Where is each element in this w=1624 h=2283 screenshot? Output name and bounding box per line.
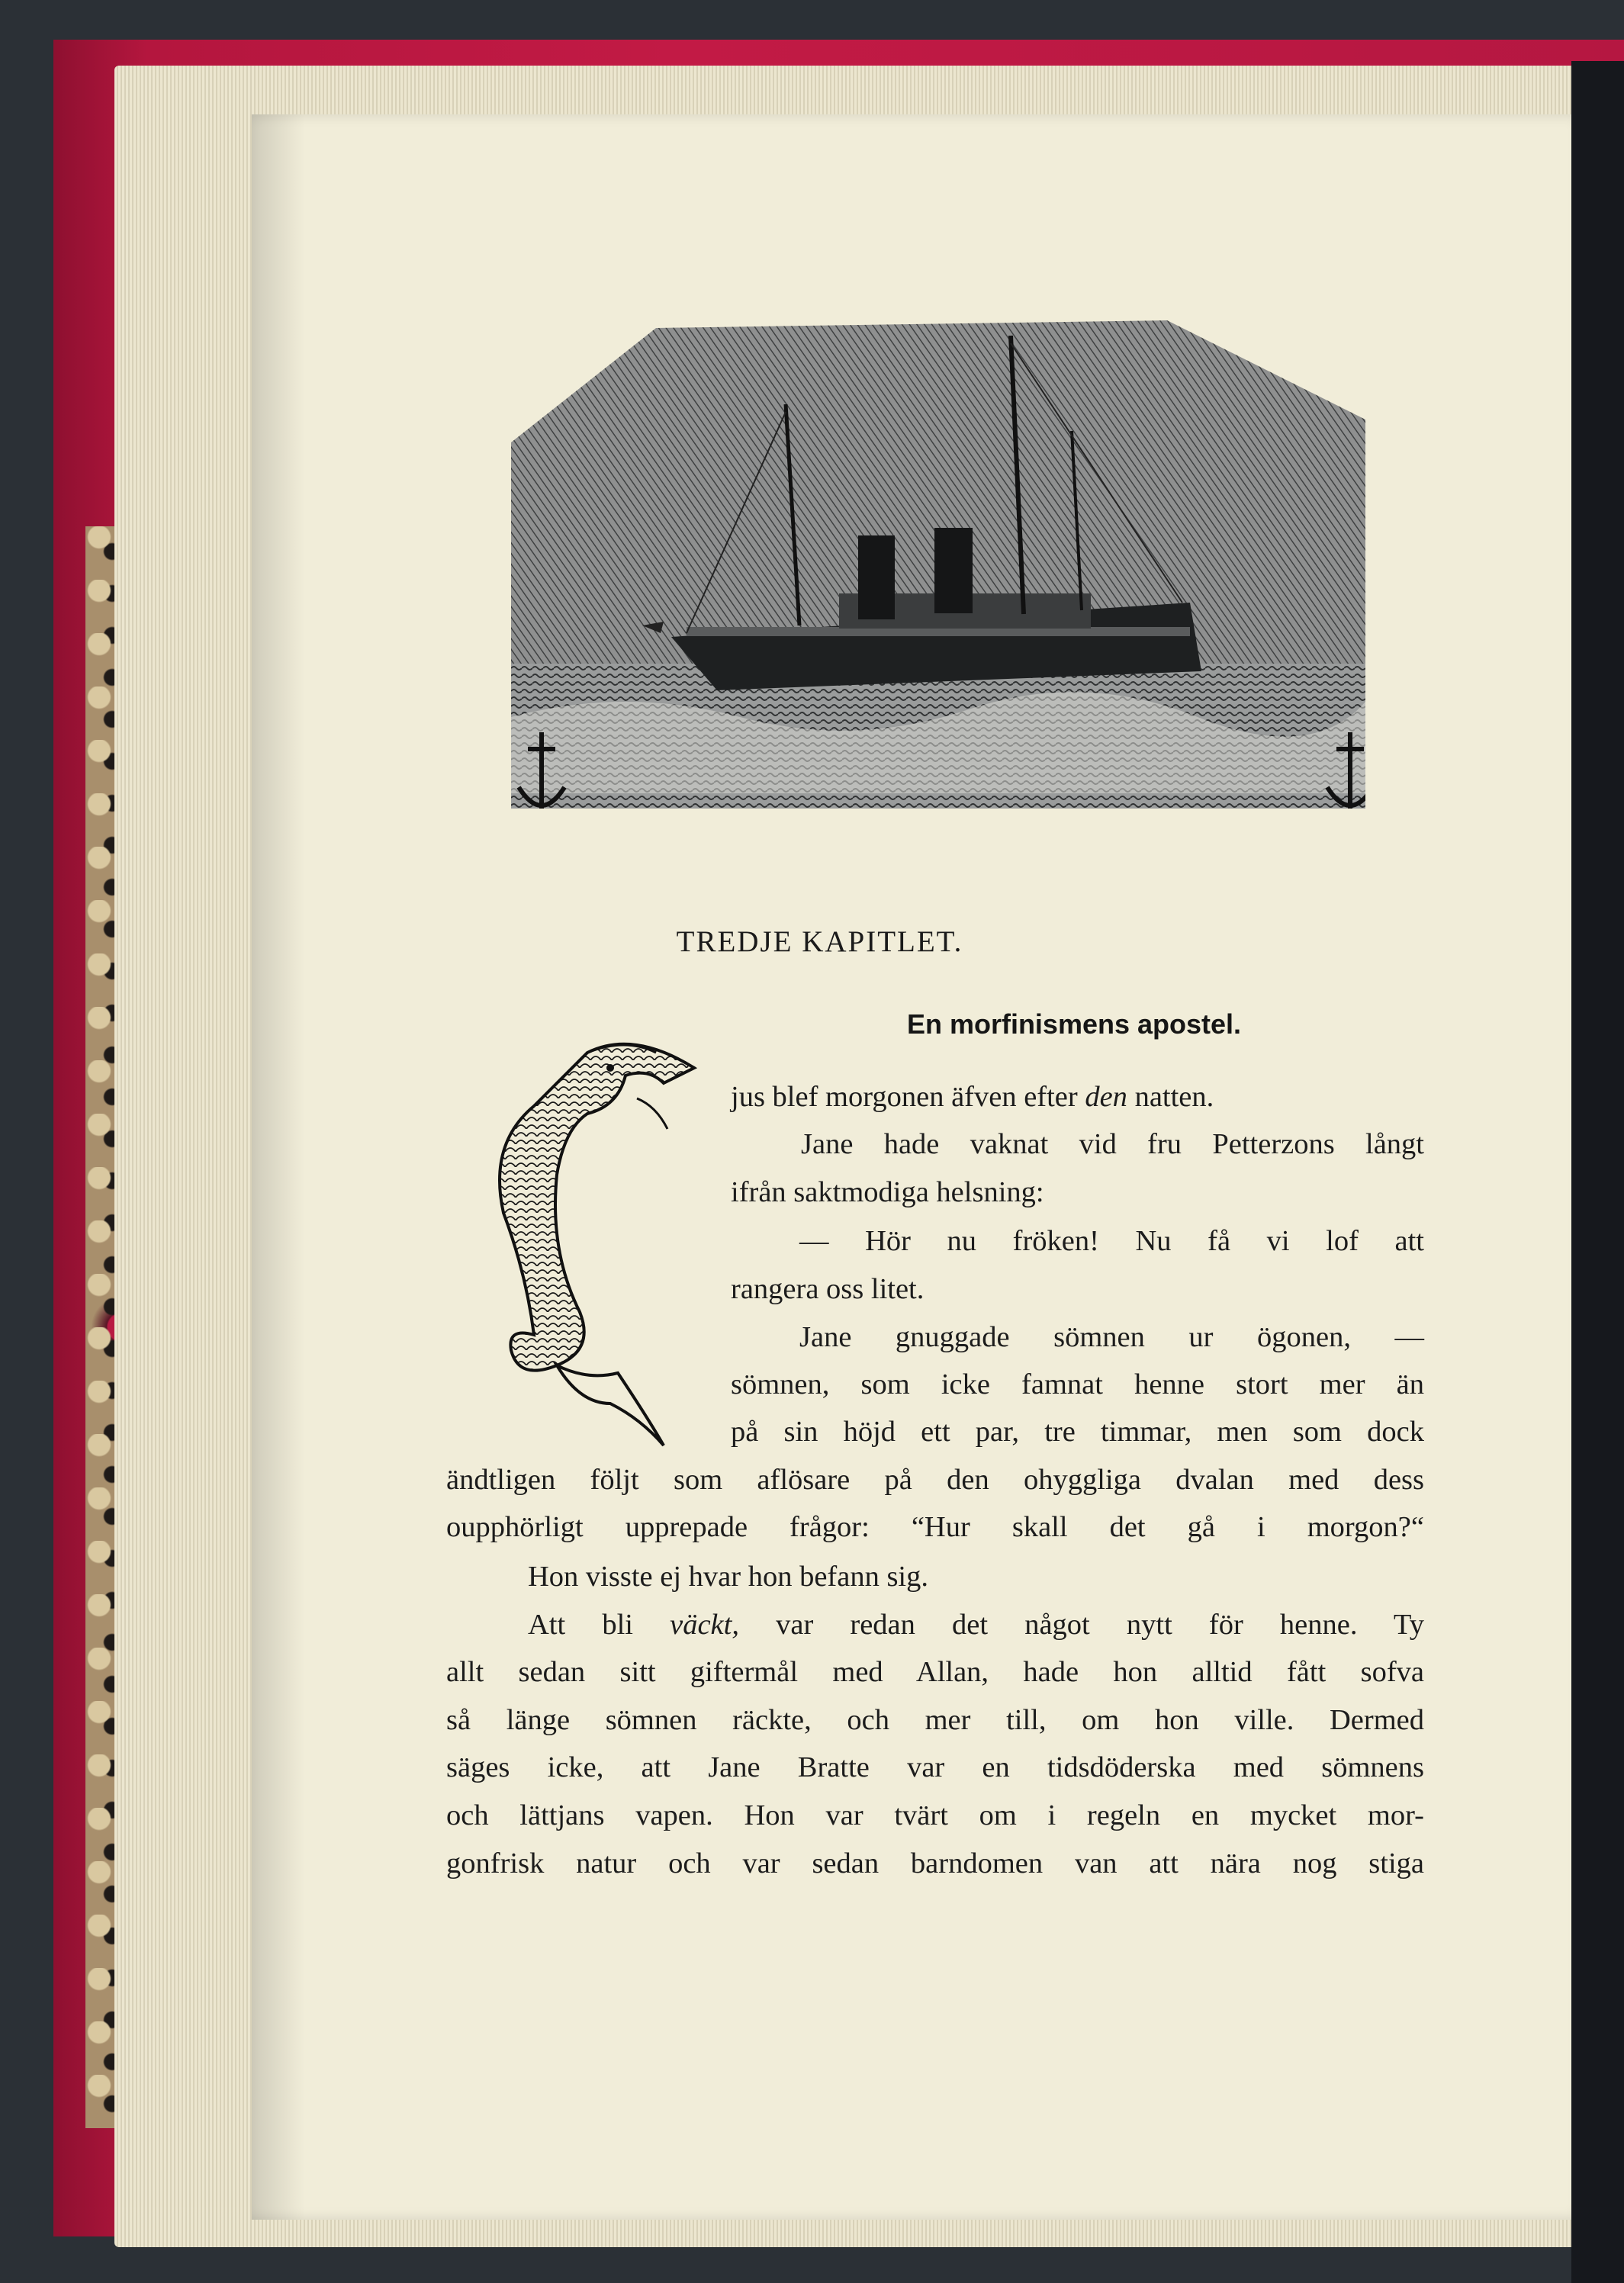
text-line: säges icke, att Jane Bratte var en tidsdöderska med sömnens bbox=[446, 1751, 1424, 1783]
text-line: Jane hade vaknat vid fru Petterzons långt bbox=[801, 1128, 1424, 1160]
text-line: Jane gnuggade sömnen ur ögonen, — bbox=[799, 1321, 1424, 1353]
gutter-shadow bbox=[252, 114, 305, 2220]
text-line: oupphörligt upprepade frågor: “Hur skall det gå i morgon?“ bbox=[446, 1511, 1424, 1543]
text-line: allt sedan sitt giftermål med Allan, hade hon alltid fått sofva bbox=[446, 1656, 1424, 1688]
text-line: Hon visste ej hvar hon befann sig. bbox=[528, 1561, 928, 1593]
text-line: rangera oss litet. bbox=[731, 1273, 925, 1305]
background-edge bbox=[1571, 61, 1624, 2283]
text-line: sömnen, som icke famnat henne stort mer än bbox=[731, 1368, 1424, 1400]
text-line: — Hör nu fröken! Nu få vi lof att bbox=[799, 1225, 1424, 1257]
chapter-heading: TREDJE KAPITLET. bbox=[676, 925, 963, 958]
text-line: jus blef morgonen äfven efter den natten. bbox=[731, 1081, 1214, 1113]
chapter-subtitle: En morfinismens apostel. bbox=[906, 1008, 1242, 1040]
steamship-engraving-icon bbox=[511, 320, 1365, 816]
text-line: och lättjans vapen. Hon var tvärt om i regeln en mycket mor- bbox=[446, 1799, 1424, 1831]
text-line: ifrån saktmodiga helsning: bbox=[731, 1176, 1044, 1208]
text-line: på sin höjd ett par, tre timmar, men som dock bbox=[731, 1416, 1424, 1448]
text-line: ändtligen följt som aflösare på den ohyggliga dvalan med dess bbox=[446, 1464, 1424, 1496]
mermaid-dropcap-icon bbox=[473, 1022, 702, 1449]
text-line: gonfrisk natur och var sedan barndomen van att nära nog stiga bbox=[446, 1847, 1424, 1879]
text-line: Att bli väckt, var redan det något nytt för henne. Ty bbox=[528, 1609, 1425, 1641]
text-line: så länge sömnen räckte, och mer till, om hon ville. Dermed bbox=[446, 1704, 1424, 1736]
